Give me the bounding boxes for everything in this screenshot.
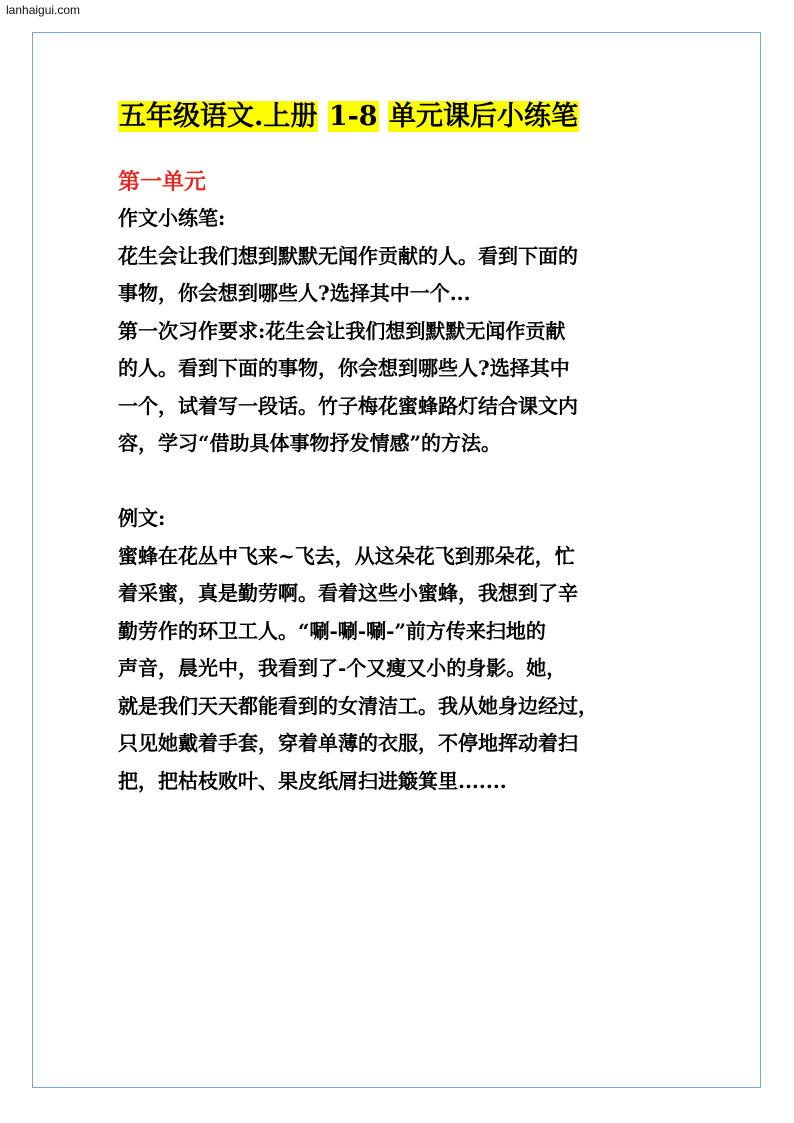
blank-line xyxy=(118,463,698,501)
text-line: 容，学习“借助具体事物抒发情感”的方法。 xyxy=(118,431,502,455)
text-line: 花生会让我们想到默默无闻作贡献的人。看到下面的 xyxy=(118,243,578,268)
unit-heading: 第一单元 xyxy=(118,169,207,195)
text-line: 例文: xyxy=(118,506,166,530)
title-part-1: 五年级语文.上册 xyxy=(119,101,318,132)
title-part-3: 单元课后小练笔 xyxy=(389,101,578,132)
text-line: 就是我们天天都能看到的女清洁工。我从她身边经过， xyxy=(118,693,598,718)
text-line: 着采蜜，真是勤劳啊。看着这些小蜜蜂，我想到了辛 xyxy=(118,581,578,605)
site-watermark: lanhaigui.com xyxy=(6,3,81,17)
text-line: 把，把枯枝败叶、果皮纸屑扫进簸箕里....... xyxy=(118,768,507,793)
text-line: 的人。看到下面的事物，你会想到哪些人?选择其中 xyxy=(118,356,570,380)
text-line: 勤劳作的环卫工人。“唰-唰-唰-”前方传来扫地的 xyxy=(118,618,546,643)
text-line: 声音，晨光中，我看到了-个又瘦又小的身影。她， xyxy=(118,656,567,680)
text-line: 蜜蜂在花丛中飞来~飞去，从这朵花飞到那朵花，忙 xyxy=(118,543,575,568)
document-title xyxy=(118,96,579,138)
text-line: 一个，试着写一段话。竹子梅花蜜蜂路灯结合课文内 xyxy=(118,393,578,418)
title-part-2: 1-8 xyxy=(328,101,378,132)
body-text xyxy=(118,200,698,800)
text-line: 只见她戴着手套，穿着单薄的衣服，不停地挥动着扫 xyxy=(118,731,578,755)
text-line: 事物，你会想到哪些人?选择其中一个... xyxy=(118,281,471,305)
text-line: 第一次习作要求:花生会让我们想到默默无闻作贡献 xyxy=(118,318,566,343)
text-line: 作文小练笔: xyxy=(118,206,226,230)
